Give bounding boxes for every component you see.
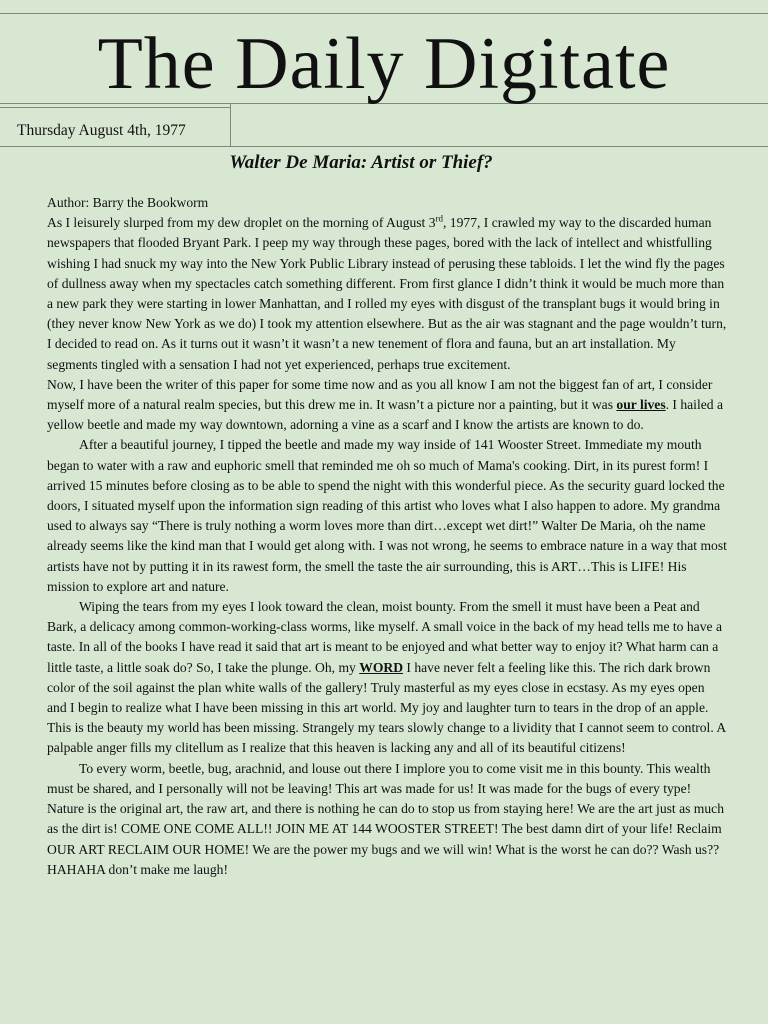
paragraph-1-text-a: As I leisurely slurped from my dew droplet on the morning of August 3 xyxy=(47,215,436,231)
paragraph-2-text-a: Now, I have been the writer of this paper for some time now and as you all know I am not the biggest fan of art, I consider myself more of a natural realm species, but this drew me in. It wasn’t a picture nor a painting, but it was xyxy=(47,376,713,413)
article-body xyxy=(47,193,727,880)
author-line: Author: Barry the Bookworm xyxy=(47,195,209,210)
paragraph-1-text-b: , 1977, I crawled my way to the discarded human newspapers that flooded Bryant Park. I peep my way through these pages, bored with the lack of intellect and whistfulling wishing I had snuck my way into the New York Public Library instead of perusing these tabloids. I let the wind fly the pages of dullness away when my spectacles catch something different. From first glance I didn’t think it would be much more than a new park they were starting in lower Manhattan, and I rolled my eyes with disgust of the transplant bugs it would bring in (they never know New York as we do) I took my attention elsewhere. But as the air was stagnant and the page wouldn’t turn, I decided to read on. As it turns out it wasn’t it wasn’t a new tenement of flora and fauna, but an art installation. My segments tingled with a sensation I had not yet experienced, perhaps true excitement. xyxy=(47,215,727,372)
dateline-box-top xyxy=(0,107,230,108)
paragraph-4-text-c: I have never felt a feeling like this. The rich dark brown color of the soil against the plan white walls of the gallery! Truly masterful as my eyes close in ecstasy. As my eyes open and I begin to realize what I have been missing in this art world. My joy and laughter turn to tears in the drop of an apple. This is the beauty my world has been missing. Strangely my tears slowly change to a lividity that I cannot seem to control. A palpable anger fills my clitellum as I realize that this heaven is lacking any and all of its beautiful citizens! xyxy=(47,659,726,756)
paragraph-4-text-a: Wiping the tears from my eyes I look toward the clean, moist bounty. From the smell it must have been a Peat and Bark, a delicacy among common-working-class worms, like myself. A small voice in the back of my head tells me to have a taste. In all of the books I have read it said that art is meant to be enjoyed and what better way to enjoy it? What harm can a little taste, a little soak do? So, I take the plunge. Oh, my xyxy=(47,599,722,675)
emphasis-word: WORD xyxy=(359,659,404,675)
paragraph-5: To every worm, beetle, bug, arachnid, and louse out there I implore you to come visit me in this bounty. This wealth must be shared, and I personally will not be leaving! This art was made for us! It was made for the bugs of every type! Nature is the original art, the raw art, and there is nothing he can do to stop us from staying here! We are the art just as much as the dirt is! COME ONE COME ALL!! JOIN ME AT 144 WOOSTER STREET! The best damn dirt of your life! Reclaim OUR ART RECLAIM OUR HOME! We are the power my bugs and we will win! What is the worst he can do?? Wash us?? HAHAHA don’t make me laugh! xyxy=(47,760,725,877)
paragraph-4 xyxy=(47,597,727,759)
dateline: Thursday August 4th, 1977 xyxy=(17,122,186,139)
dateline-box-right xyxy=(230,103,231,146)
top-rule xyxy=(0,13,768,14)
paragraph-3: After a beautiful journey, I tipped the beetle and made my way inside of 141 Wooster Street. Immediate my mouth began to water with a raw and euphoric smell that reminded me oh so much of Mama's cooking. Dirt, in its purest form! I arrived 15 minutes before closing as to be able to spend the night with this wonderful piece. As the security guard locked the doors, I situated myself upon the information sign reading of this artist who loves what I also happen to adore. My grandma used to always say “There is truly nothing a worm loves more than dirt…except wet dirt!” Walter De Maria, oh the name already seems like the kind man that I would get along with. I was not wrong, he seems to embrace nature in a way that most artists have not by putting it in its rawest form, the smell the taste the air surrounding, this is ART…This is LIFE! His mission to explore art and nature. xyxy=(47,437,727,594)
paragraph-2 xyxy=(47,375,727,436)
masthead-title: The Daily Digitate xyxy=(97,23,671,105)
paragraph-2-text-c: . I hailed a yellow beetle and made my way downtown, adorning a vine as a scarf and I know the artists are known to do. xyxy=(47,397,723,433)
article-headline: Walter De Maria: Artist or Thief? xyxy=(229,152,493,173)
emphasis-our-lives: our lives xyxy=(616,397,666,413)
paragraph-1 xyxy=(47,213,727,375)
ordinal-suffix: rd xyxy=(435,213,443,224)
dateline-box-bottom xyxy=(0,146,768,147)
